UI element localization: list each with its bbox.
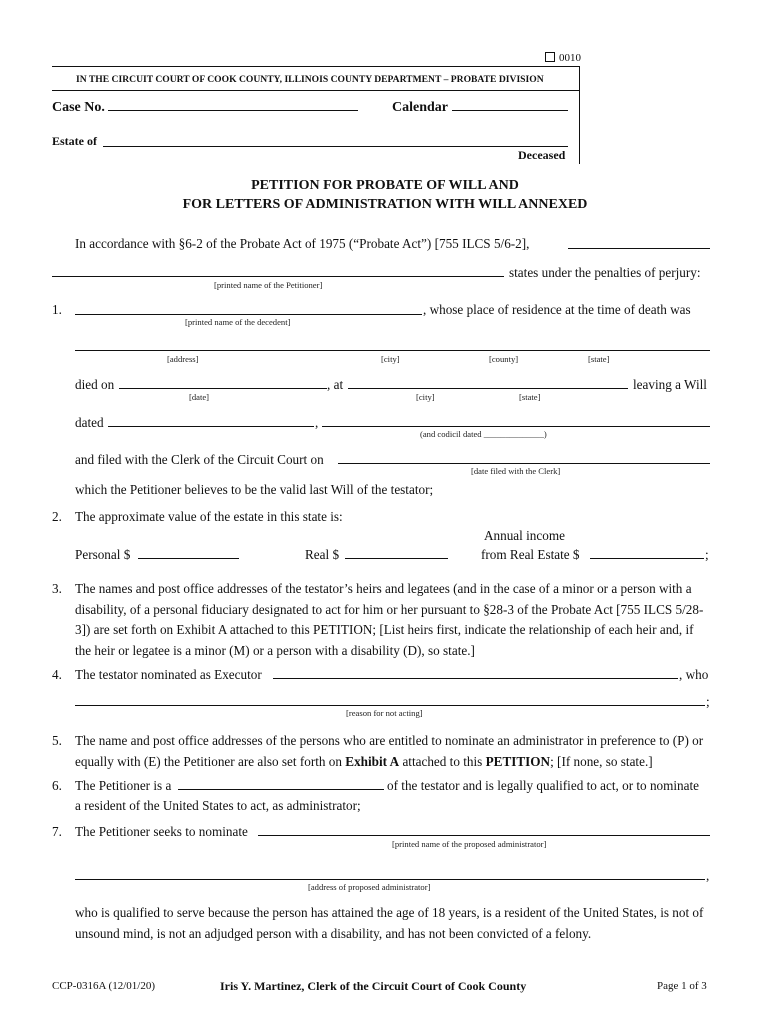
proposed-admin-name-field[interactable]: [258, 835, 710, 836]
caption-address-admin: [address of proposed administrator]: [308, 882, 431, 892]
believes-text: which the Petitioner believes to be the valid last Will of the testator;: [75, 482, 434, 497]
item-4-text: The testator nominated as Executor: [75, 667, 262, 682]
estate-of-label: Estate of: [52, 134, 97, 148]
item-6-number: 6.: [52, 778, 62, 793]
from-real-estate-label: from Real Estate $: [481, 547, 580, 562]
header-top-rule: [52, 66, 580, 67]
will-date-field[interactable]: [108, 426, 314, 427]
petitioner-name-field[interactable]: [52, 276, 504, 277]
petition-ref: PETITION: [485, 753, 551, 769]
proposed-admin-address-field[interactable]: [75, 879, 705, 880]
codicil-date-field[interactable]: [322, 426, 710, 427]
caption-proposed-admin: [printed name of the proposed administrator]: [392, 839, 547, 849]
who-label: , who: [679, 667, 709, 682]
caption-date: [date]: [189, 392, 210, 402]
item-7-text: The Petitioner seeks to nominate: [75, 824, 248, 839]
case-no-label: Case No.: [52, 100, 105, 115]
leaving-will-label: leaving a Will: [633, 377, 707, 392]
residence-address-field[interactable]: [75, 350, 710, 351]
caption-petitioner-name: [printed name of the Petitioner]: [214, 280, 323, 290]
caption-city-2: [city]: [416, 392, 435, 402]
caption-city: [city]: [381, 354, 400, 364]
item-5-number: 5.: [52, 733, 62, 748]
personal-label: Personal $: [75, 547, 131, 562]
form-code: 0010: [545, 50, 581, 66]
intro-field[interactable]: [568, 248, 710, 249]
caption-county: [county]: [489, 354, 519, 364]
exhibit-a-ref: Exhibit A: [345, 753, 400, 769]
caption-state: [state]: [588, 354, 610, 364]
annual-income-field[interactable]: [590, 558, 704, 559]
item-7-number: 7.: [52, 824, 62, 839]
calendar-label: Calendar: [392, 100, 448, 115]
item-2-text: The approximate value of the estate in this state is:: [75, 509, 343, 524]
reason-field[interactable]: [75, 705, 705, 706]
caption-codicil: (and codicil dated ______________): [420, 429, 547, 439]
death-date-field[interactable]: [119, 388, 327, 389]
annual-income-label: Annual income: [484, 528, 565, 543]
dated-comma: ,: [315, 415, 319, 430]
death-place-field[interactable]: [348, 388, 628, 389]
caption-date-filed: [date filed with the Clerk]: [471, 466, 561, 476]
calendar-field[interactable]: [452, 110, 568, 111]
item-4-semicolon: ;: [706, 694, 710, 709]
case-no-field[interactable]: [108, 110, 358, 111]
item-1-number: 1.: [52, 302, 62, 317]
item-6-post: of the testator and is legally qualified to act, or to nominate: [387, 778, 700, 793]
title-line-2: FOR LETTERS OF ADMINISTRATION WITH WILL ANNEXED: [182, 197, 588, 212]
address-comma: ,: [706, 868, 710, 883]
item-5-text: The name and post office addresses of the persons who are entitled to nominate an administrator in preference to (P) or equally with (E) the Petitioner are also set forth on Exhibit A attached to this PETITION; [If none, so state.]: [75, 733, 704, 769]
header-right-rule: [579, 66, 580, 164]
dated-label: dated: [75, 415, 104, 430]
decedent-name-field[interactable]: [75, 314, 422, 315]
caption-decedent-name: [printed name of the decedent]: [185, 317, 291, 327]
footer-clerk: Iris Y. Martinez, Clerk of the Circuit Court of Cook County: [220, 979, 527, 993]
caption-reason: [reason for not acting]: [346, 708, 423, 718]
died-on-label: died on: [75, 377, 115, 392]
item-3-number: 3.: [52, 581, 62, 596]
personal-value-field[interactable]: [138, 558, 239, 559]
at-label: , at: [327, 377, 344, 392]
item-2-semicolon: ;: [705, 547, 709, 562]
court-header: IN THE CIRCUIT COURT OF COOK COUNTY, ILLINOIS COUNTY DEPARTMENT – PROBATE DIVISION: [76, 74, 544, 85]
executor-name-field[interactable]: [273, 678, 678, 679]
real-label: Real $: [305, 547, 340, 562]
footer-page: Page 1 of 3: [657, 980, 707, 992]
estate-of-field[interactable]: [103, 146, 568, 147]
intro-text: In accordance with §6-2 of the Probate Act of 1975 (“Probate Act”) [755 ILCS 5/6-2],: [75, 236, 530, 251]
item-3-text: The names and post office addresses of the testator’s heirs and legatees (and in the case of a minor or a person with a disability, of a personal fiduciary designated to act for him or her pursuant to §28-3 of the Probate Act [755 ILCS 5/28-3]) are set forth on Exhibit A attached to this PETITION; [List heirs first, indicate the relationship of each heir and, if the heir or legatee is a minor (M) or a person with a disability (D), so state.]: [75, 581, 704, 658]
item-1-text: , whose place of residence at the time of death was: [423, 302, 691, 317]
deceased-label: Deceased: [518, 148, 566, 162]
item-4-number: 4.: [52, 667, 62, 682]
item-6-line-2: a resident of the United States to act, as administrator;: [75, 798, 361, 813]
title-line-1: PETITION FOR PROBATE OF WILL AND: [251, 178, 519, 193]
item-2-number: 2.: [52, 509, 62, 524]
footer-form-code: CCP-0316A (12/01/20): [52, 980, 155, 992]
relationship-field[interactable]: [178, 789, 384, 790]
item-6-pre: The Petitioner is a: [75, 778, 172, 793]
caption-state-2: [state]: [519, 392, 541, 402]
real-value-field[interactable]: [345, 558, 448, 559]
court-header-rule: [52, 90, 580, 91]
filed-with-label: and filed with the Clerk of the Circuit Court on: [75, 452, 324, 467]
caption-address: [address]: [167, 354, 199, 364]
checkbox-icon[interactable]: [545, 52, 555, 62]
date-filed-field[interactable]: [338, 463, 710, 464]
qualified-text: who is qualified to serve because the person has attained the age of 18 years, is a resident of the United States, is not of unsound mind, is not an adjudged person with a disability, and has not been convicted of a felony.: [75, 905, 704, 941]
states-text: states under the penalties of perjury:: [509, 265, 701, 280]
